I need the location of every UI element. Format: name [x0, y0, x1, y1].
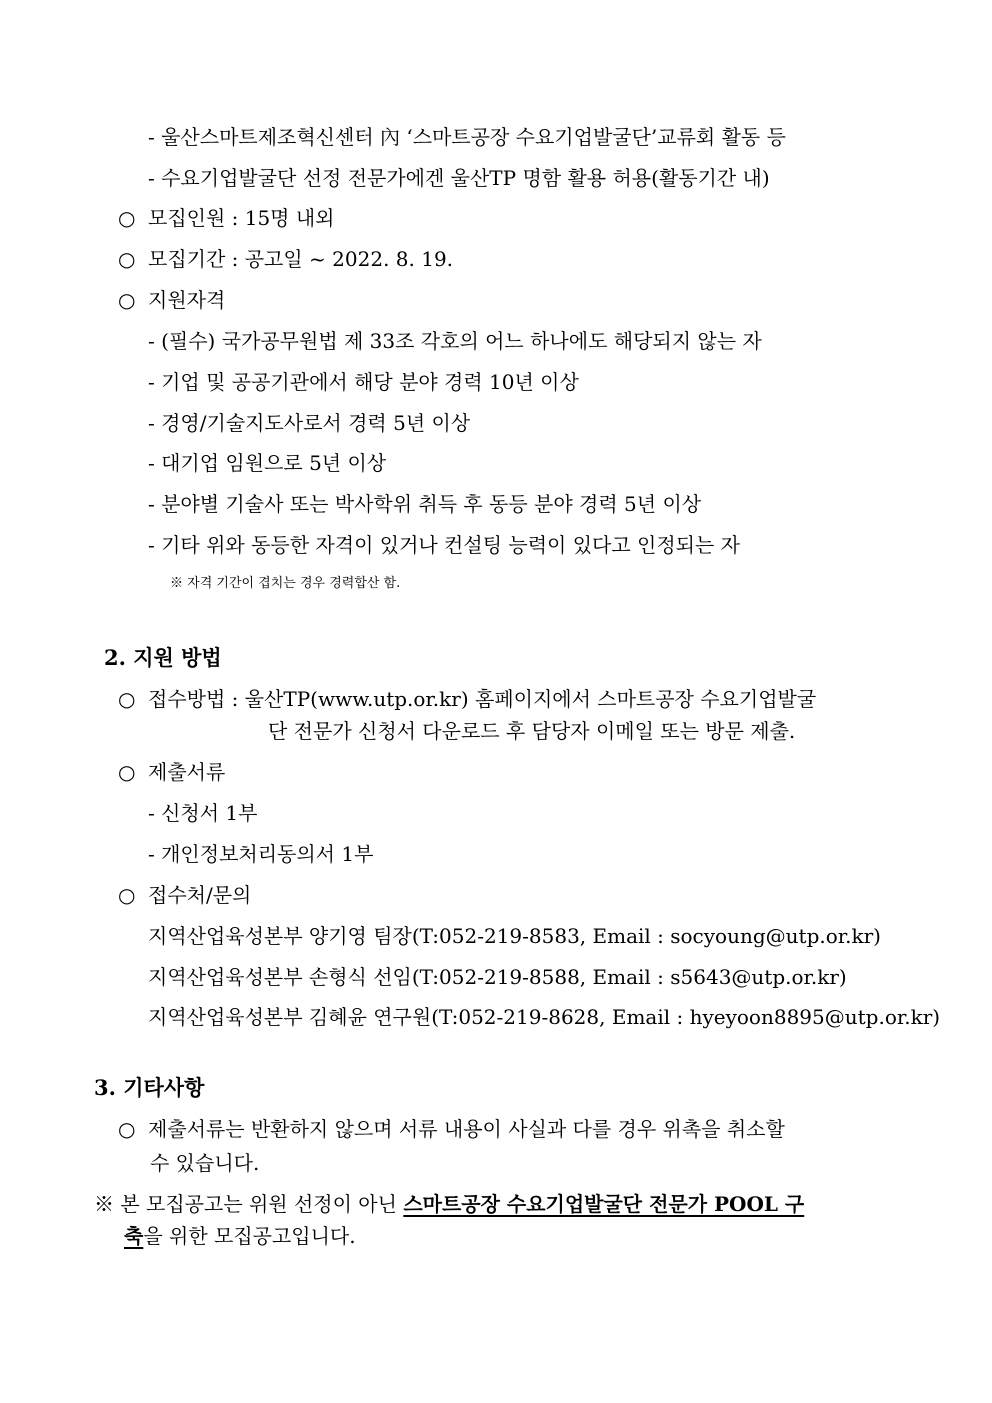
document-item: - 신청서 1부: [148, 801, 258, 825]
submission-method-line-1: 접수방법 : 울산TP(www.utp.or.kr) 홈페이지에서 스마트공장 수요기업발굴: [148, 687, 817, 711]
qualification-item: - 대기업 임원으로 5년 이상: [148, 451, 387, 475]
other-item-line-2: 수 있습니다.: [150, 1151, 260, 1175]
contact-line: 지역산업육성본부 김혜윤 연구원(T:052-219-8628, Email : hyeyoon8895@utp.or.kr): [148, 1005, 941, 1029]
recruit-period-text: 모집기간 : 공고일 ~ 2022. 8. 19.: [148, 247, 454, 271]
circle-bullet-icon: ○: [118, 883, 136, 907]
other-item-line-1: 제출서류는 반환하지 않으며 서류 내용이 사실과 다를 경우 위촉을 취소할: [148, 1117, 785, 1141]
submission-method-line-2: 단 전문가 신청서 다운로드 후 담당자 이메일 또는 방문 제출.: [268, 719, 796, 743]
notice-emphasis: 스마트공장 수요기업발굴단 전문가 POOL 구: [403, 1192, 805, 1216]
qualification-item: - 경영/기술지도사로서 경력 5년 이상: [148, 411, 471, 435]
documents-heading-text: 제출서류: [148, 760, 226, 784]
section-2-title: 2. 지원 방법: [104, 645, 222, 670]
contact-heading-text: 접수처/문의: [148, 883, 252, 907]
qualification-item: - (필수) 국가공무원법 제 33조 각호의 어느 하나에도 해당되지 않는 자: [148, 329, 762, 353]
qualification-item: - 기타 위와 동등한 자격이 있거나 컨설팅 능력이 있다고 인정되는 자: [148, 533, 740, 557]
circle-bullet-icon: ○: [118, 760, 136, 784]
submission-method-item: [118, 685, 816, 713]
notice-emphasis-end: 축: [124, 1224, 144, 1248]
other-item: [118, 1115, 785, 1143]
circle-bullet-icon: ○: [118, 687, 136, 711]
notice-prefix: ※ 본 모집공고는 위원 선정이 아닌: [94, 1192, 404, 1216]
qualifications-heading-text: 지원자격: [148, 288, 226, 312]
contact-heading: [118, 881, 251, 909]
qualification-item: - 기업 및 공공기관에서 해당 분야 경력 10년 이상: [148, 370, 579, 394]
recruit-count-item: [118, 204, 335, 232]
section-3-title: 3. 기타사항: [94, 1075, 205, 1100]
activity-line-2: - 수요기업발굴단 선정 전문가에겐 울산TP 명함 활용 허용(활동기간 내): [148, 166, 770, 190]
document-item: - 개인정보처리동의서 1부: [148, 842, 374, 866]
qualification-note: ※ 자격 기간이 겹치는 경우 경력합산 함.: [170, 576, 401, 591]
recruit-period-item: [118, 245, 453, 273]
activity-line-1: - 울산스마트제조혁신센터 內 ‘스마트공장 수요기업발굴단’교류회 활동 등: [148, 125, 786, 149]
circle-bullet-icon: ○: [118, 206, 136, 230]
circle-bullet-icon: ○: [118, 1117, 136, 1141]
contact-line: 지역산업육성본부 양기영 팀장(T:052-219-8583, Email : socyoung@utp.or.kr): [148, 924, 881, 948]
documents-heading: [118, 758, 225, 786]
notice-line-2: [124, 1222, 356, 1250]
circle-bullet-icon: ○: [118, 247, 136, 271]
qualifications-heading: [118, 286, 225, 314]
notice-line-1: [94, 1190, 804, 1218]
notice-suffix: 을 위한 모집공고입니다.: [143, 1224, 356, 1248]
qualification-item: - 분야별 기술사 또는 박사학위 취득 후 동등 분야 경력 5년 이상: [148, 492, 702, 516]
contact-line: 지역산업육성본부 손형식 선임(T:052-219-8588, Email : s5643@utp.or.kr): [148, 965, 847, 989]
circle-bullet-icon: ○: [118, 288, 136, 312]
recruit-count-text: 모집인원 : 15명 내외: [148, 206, 335, 230]
